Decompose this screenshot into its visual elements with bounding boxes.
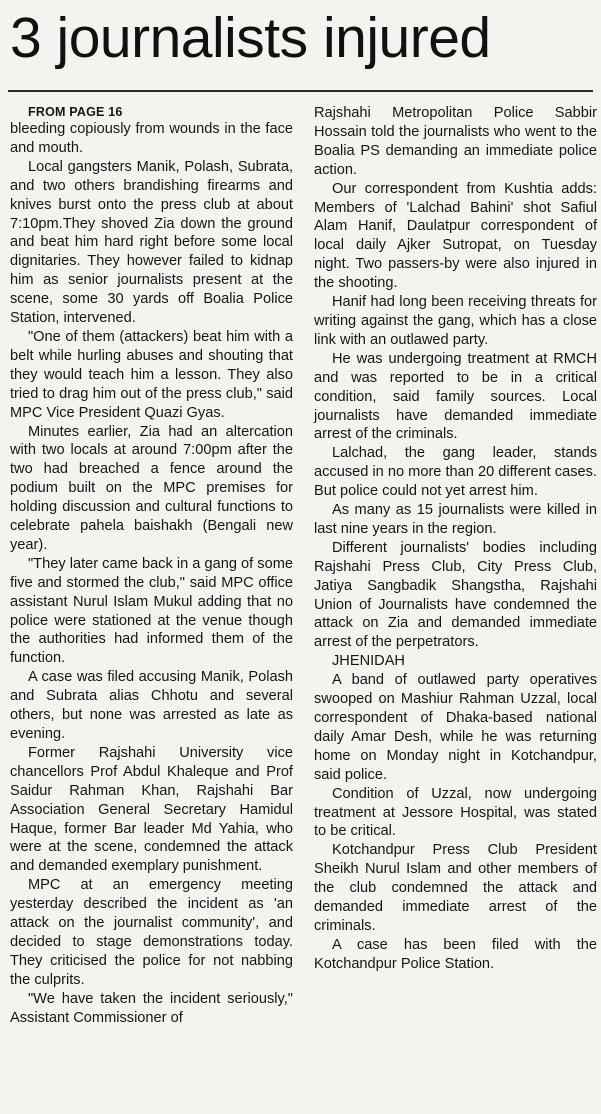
- paragraph: Condition of Uzzal, now undergoing treatment at Jessore Hospital, was stated to be critical.: [314, 785, 597, 840]
- paragraph: "One of them (attackers) beat him with a belt while hurling abuses and shouting that they would teach him a lesson. They also tried to drag him out of the press club," said MPC Vice President Quazi Gyas.: [10, 328, 293, 421]
- paragraph: MPC at an emergency meeting yesterday described the incident as 'an attack on the journalist community', and decided to stage demonstrations today. They criticised the police for not nabbing the culprits.: [10, 877, 293, 988]
- paragraph: Different journalists' bodies including Rajshahi Press Club, City Press Club, Jatiya Sangbadik Shangstha, Rajshahi Union of Journalists have condemned the attack on Zia and demanded immediate arrest of the perpetrators.: [314, 539, 597, 651]
- paragraph: bleeding copiously from wounds in the face and mouth.: [10, 121, 293, 156]
- paragraph: Our correspondent from Kushtia adds: Members of 'Lalchad Bahini' shot Safiul Alam Hanif, Daulatpur correspondent of local daily Ajker Sutropat, on Tuesday night. Two passers-by were also injured in the shooting.: [314, 180, 597, 292]
- paragraph: Hanif had long been receiving threats for writing against the gang, which has a close link with an outlawed party.: [314, 294, 597, 348]
- article-column-right: [314, 104, 597, 974]
- headline: 3 journalists injured: [10, 6, 491, 70]
- article-column-left: [10, 104, 293, 1028]
- paragraph: Lalchad, the gang leader, stands accused in no more than 20 different cases. But police could not yet arrest him.: [314, 445, 597, 500]
- paragraph: A case was filed accusing Manik, Polash and Subrata alias Chhotu and several others, but none was arrested as late as evening.: [10, 669, 293, 742]
- paragraph: He was undergoing treatment at RMCH and was reported to be in a critical condition, said family sources. Local journalists have demanded immediate arrest of the criminals.: [314, 350, 597, 443]
- dateline-jhenidah: JHENIDAH: [332, 653, 405, 670]
- headline-rule: [8, 90, 593, 92]
- paragraph: Kotchandpur Press Club President Sheikh Nurul Islam and other members of the club condemned the attack and demanded immediate arrest of the criminals.: [314, 842, 597, 934]
- paragraph: "We have taken the incident seriously," Assistant Commissioner of: [10, 990, 293, 1026]
- paragraph: "They later came back in a gang of some five and stormed the club," said MPC office assistant Nurul Islam Mukul adding that no police were stationed at the venue though the authorities had informed them of the function.: [10, 555, 293, 667]
- paragraph: As many as 15 journalists were killed in last nine years in the region.: [314, 502, 597, 537]
- paragraph: A case has been filed with the Kotchandpur Police Station.: [314, 936, 597, 972]
- continued-from-label: FROM PAGE 16: [28, 105, 123, 119]
- paragraph: Local gangsters Manik, Polash, Subrata, and two others brandishing firearms and knives burst onto the press club at about 7:10pm.They shoved Zia down the ground and beat him hard right before some local dignitaries. They however failed to kidnap him as senior journalists present at the scene, some 30 yards off Boalia Police Station, intervened.: [10, 158, 293, 327]
- paragraph: Rajshahi Metropolitan Police Sabbir Hossain told the journalists who went to the Boalia PS demanding an immediate police action.: [314, 105, 597, 178]
- paragraph: Minutes earlier, Zia had an altercation with two locals at around 7:00pm after the two had breached a fence around the podium built on the MPC premises for holding discussion and cultural functions to celebrate pahela baishakh (Bengali new year).: [10, 423, 293, 553]
- paragraph: Former Rajshahi University vice chancellors Prof Abdul Khaleque and Prof Saidur Rahman Khan, Rajshahi Bar Association General Secretary Hamidul Haque, former Bar leader Md Yahia, who were at the scene, condemned the attack and demanded exemplary punishment.: [10, 744, 293, 875]
- paragraph: A band of outlawed party operatives swooped on Mashiur Rahman Uzzal, local correspondent of Dhaka-based national daily Amar Desh, while he was returning home on Monday night in Kotchandpur, said police.: [314, 672, 597, 783]
